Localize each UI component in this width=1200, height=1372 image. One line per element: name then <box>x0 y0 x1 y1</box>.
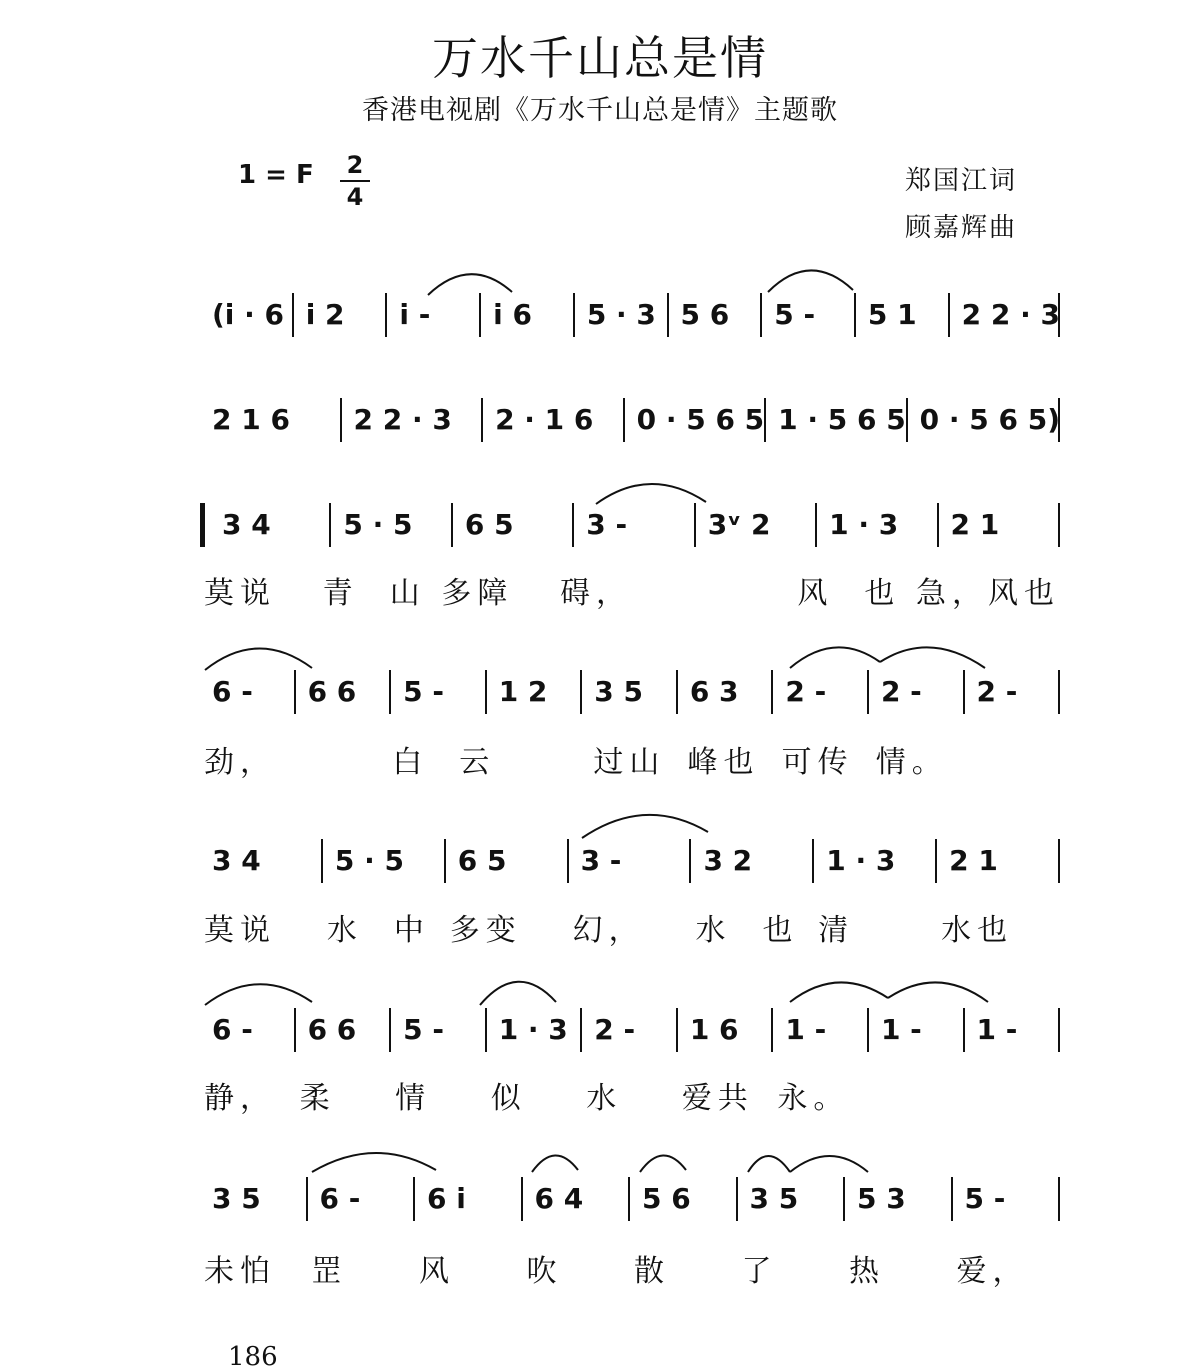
measure: 2 · 1 6 <box>483 390 625 450</box>
lyric: 青 山 <box>322 576 426 611</box>
measure: 6 6 <box>296 662 392 722</box>
lyric: 清 <box>818 913 855 948</box>
music-system-1 <box>200 285 1060 345</box>
lyric <box>966 737 1060 781</box>
measure: 3ᵛ 2 <box>696 495 817 555</box>
music-system-7 <box>200 1169 1060 1229</box>
lyric <box>965 1073 1061 1117</box>
lyric: 似 <box>490 1081 527 1116</box>
measure: 6 4 <box>523 1169 631 1229</box>
lyric: 静， <box>204 1081 276 1116</box>
measure: 6 - <box>200 1000 296 1060</box>
lyric: 白 云 <box>392 745 496 780</box>
page-number: 186 <box>228 1342 278 1372</box>
lyric: 急，风也 <box>916 576 1061 611</box>
lyric: 水 也 <box>695 913 799 948</box>
song-subtitle: 香港电视剧《万水千山总是情》主题歌 <box>362 95 838 126</box>
music-system-2 <box>200 390 1060 450</box>
measure: 5 · 3 <box>575 285 669 345</box>
lyric: 爱， <box>956 1254 1029 1289</box>
lyric: 风 <box>419 1254 455 1289</box>
measure: 5 - <box>391 662 487 722</box>
measure: 3 4 <box>200 495 331 555</box>
measure: 2 - <box>773 662 869 722</box>
lyric: 幻， <box>572 913 645 948</box>
lyric: 水 <box>586 1081 623 1116</box>
song-title: 万水千山总是情 <box>432 31 768 85</box>
lyric <box>294 737 388 781</box>
lyric: 莫说 <box>204 913 276 948</box>
measure: 6 3 <box>678 662 774 722</box>
lyric: 碍， <box>560 576 633 611</box>
lyric: 莫说 <box>204 576 276 611</box>
measure: 6 5 <box>446 831 569 891</box>
measure: 5 1 <box>856 285 950 345</box>
lyric <box>869 1073 965 1117</box>
measure: 1 · 3 <box>487 1000 583 1060</box>
music-system-6 <box>200 1000 1060 1060</box>
lyrics-line-6 <box>200 1073 1060 1117</box>
lyric: 多障 <box>441 576 514 611</box>
measure: 5 6 <box>630 1169 738 1229</box>
measure: 3 - <box>574 495 695 555</box>
measure: 2 1 <box>937 831 1060 891</box>
measure: 1 · 5 6 5 <box>766 390 908 450</box>
measure: 1 · 3 <box>814 831 937 891</box>
measure: 1 2 <box>487 662 583 722</box>
measure: 2 - <box>869 662 965 722</box>
measure: 3 5 <box>738 1169 846 1229</box>
measure: 1 · 3 <box>817 495 938 555</box>
measure: 0 · 5 6 5 <box>625 390 767 450</box>
lyric: 劲， <box>204 745 276 780</box>
measure: 2 - <box>965 662 1061 722</box>
measure: 2 2 · 3 <box>950 285 1060 345</box>
time-signature-top: 2 <box>340 150 370 182</box>
measure: 1 - <box>773 1000 869 1060</box>
measure: 5 - <box>953 1169 1061 1229</box>
lyric: 水 中 <box>326 913 430 948</box>
measure: 5 6 <box>669 285 763 345</box>
lyric: 峰也 <box>687 745 760 780</box>
lyric: 多变 <box>449 913 522 948</box>
measure: i - <box>387 285 481 345</box>
lyrics-line-3 <box>200 568 1060 612</box>
measure: 5 · 5 <box>331 495 452 555</box>
measure: i 2 <box>294 285 388 345</box>
lyric: 爱共 <box>681 1081 754 1116</box>
lyric: 罡 <box>311 1254 348 1289</box>
measure: 3 2 <box>691 831 814 891</box>
measure: 2 2 · 3 <box>342 390 484 450</box>
lyric: 风 也 <box>797 576 901 611</box>
measure: 2 - <box>582 1000 678 1060</box>
music-system-4 <box>200 662 1060 722</box>
measure: 6 i <box>415 1169 523 1229</box>
measure: (i · 6 <box>200 285 294 345</box>
lyric: 永。 <box>777 1081 850 1116</box>
measure: 3 4 <box>200 831 323 891</box>
lyric: 水也 <box>941 913 1014 948</box>
lyric <box>495 737 589 781</box>
measure: 3 5 <box>582 662 678 722</box>
measure: 6 - <box>200 662 296 722</box>
time-signature-bottom: 4 <box>346 183 364 211</box>
lyric: 柔 <box>299 1081 336 1116</box>
measure: 2 1 <box>939 495 1060 555</box>
measure: 1 6 <box>678 1000 774 1060</box>
measure: 5 - <box>762 285 856 345</box>
lyric: 吹 <box>526 1254 563 1289</box>
lyric: 情 <box>395 1081 432 1116</box>
measure: 6 6 <box>296 1000 392 1060</box>
lyricist-credit: 郑国江词 <box>905 166 1018 196</box>
measure: 5 3 <box>845 1169 953 1229</box>
key-signature: 1 = F <box>238 160 314 190</box>
measure: 3 - <box>569 831 692 891</box>
lyric: 未怕 <box>204 1254 276 1289</box>
time-signature <box>340 150 370 212</box>
lyrics-line-4 <box>200 737 1060 781</box>
measure: 5 · 5 <box>323 831 446 891</box>
lyric: 情。 <box>875 745 948 780</box>
lyric: 过山 <box>593 745 666 780</box>
measure: 2 1 6 <box>200 390 342 450</box>
lyric: 可传 <box>781 745 854 780</box>
measure: 0 · 5 6 5) <box>908 390 1060 450</box>
measure: 3 5 <box>200 1169 308 1229</box>
music-system-5 <box>200 831 1060 891</box>
lyric: 了 <box>741 1254 778 1289</box>
measure: 5 - <box>391 1000 487 1060</box>
lyric <box>675 568 794 612</box>
measure: 6 - <box>308 1169 416 1229</box>
lyrics-line-5 <box>200 905 1060 949</box>
measure: i 6 <box>481 285 575 345</box>
lyric: 热 <box>849 1254 885 1289</box>
lyric: 散 <box>634 1254 670 1289</box>
lyrics-line-7 <box>200 1246 1060 1290</box>
measure: 6 5 <box>453 495 574 555</box>
measure: 1 - <box>869 1000 965 1060</box>
measure: 1 - <box>965 1000 1061 1060</box>
music-system-3 <box>200 495 1060 555</box>
composer-credit: 顾嘉辉曲 <box>905 213 1018 243</box>
